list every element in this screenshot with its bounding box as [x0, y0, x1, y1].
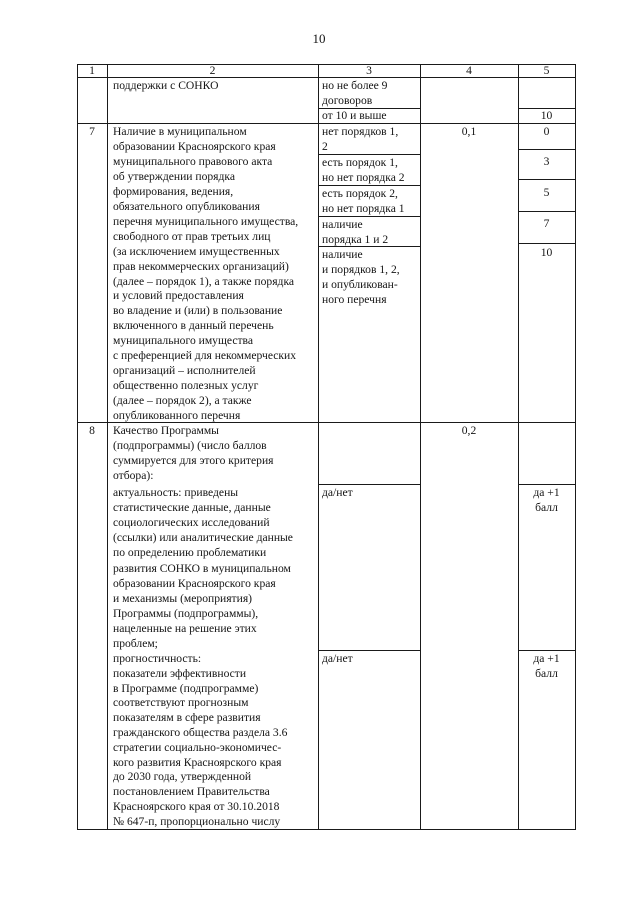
r8fc-line-7: стратегии социально-экономичес-	[113, 740, 282, 754]
actuality-score-line-1: да +1	[533, 486, 560, 499]
continuation-option-1-line-2: договоров	[322, 94, 373, 107]
r8act-line-8: и механизмы (мероприятия)	[113, 591, 253, 605]
r7text-line-16: с преференцией для некоммерческих	[113, 349, 297, 363]
r8act-line-1: актуальность: приведены	[113, 486, 239, 499]
r8act-line-10: нацеленные на решение этих	[113, 621, 257, 635]
r8intro-line-3: суммируется для этого критерия	[113, 454, 274, 468]
r7text-line-4: об утверждении порядка	[113, 169, 236, 183]
row-7-option-5-line-4: ного перечня	[322, 293, 387, 306]
row-7-score-line-2	[518, 179, 576, 180]
r7text-line-11: (далее – порядок 1), а также порядка	[113, 274, 295, 288]
r7text-line-20: опубликованного перечня	[113, 409, 241, 423]
row-7-score-line-3	[518, 211, 576, 212]
r8fc-line-2: показатели эффективности	[113, 666, 247, 680]
r8fc-line-10: постановлением Правительства	[113, 785, 270, 799]
row-7-option-5-line-2: и порядков 1, 2,	[322, 263, 400, 276]
actuality-score-line-2: балл	[535, 501, 558, 514]
forecast-answer: да/нет	[322, 652, 353, 665]
r7text-line-2: образовании Красноярского края	[113, 139, 276, 153]
continuation-option-1-line-1: но не более 9	[322, 79, 388, 92]
r8act-line-7: образовании Красноярского края	[113, 576, 276, 590]
r8act-line-2: статистические данные, данные	[113, 501, 271, 515]
row-7-option-5-line-3: и опубликован-	[322, 278, 398, 291]
header-col-4: 4	[466, 64, 472, 77]
row-7-option-5-line-1: наличие	[322, 248, 363, 261]
r7text-line-5: формирования, ведения,	[113, 184, 234, 198]
column-line-2	[318, 64, 319, 830]
header-col-5: 5	[543, 64, 550, 77]
r8fc-line-6: гражданского общества раздела 3.6	[113, 726, 288, 739]
r8fc-line-1: прогностичность:	[113, 652, 202, 665]
continuation-score-2: 10	[540, 109, 553, 122]
r8act-line-5: по определению проблематики	[113, 546, 267, 560]
row-7-weight: 0,1	[461, 125, 477, 138]
row-7-option-4-line-2: порядка 1 и 2	[322, 233, 389, 246]
table-border-bottom	[77, 829, 576, 830]
continuation-option-2: от 10 и выше	[322, 109, 387, 122]
row-7-score-4: 7	[543, 217, 550, 230]
r7text-line-9: (за исключением имущественных	[113, 244, 280, 258]
row-7-score-2: 3	[543, 155, 550, 168]
header-col-1: 1	[89, 64, 95, 77]
r7text-line-7: перечня муниципального имущества,	[113, 214, 299, 228]
r8act-line-9: Программы (подпрограммы),	[113, 606, 259, 620]
r7text-line-3: муниципального правового акта	[113, 154, 273, 168]
header-col-2: 2	[209, 64, 216, 77]
r7text-line-19: (далее – порядок 2), а также	[113, 394, 252, 408]
column-line-3	[420, 64, 421, 830]
row-7-option-1-line-2: 2	[322, 140, 328, 153]
criteria-table	[77, 64, 576, 830]
r8intro-line-2: (подпрограммы) (число баллов	[113, 439, 267, 453]
r7text-line-15: муниципального имущества	[113, 334, 254, 348]
row-7-number: 7	[89, 125, 95, 138]
r7text-line-13: во владение и (или) в пользование	[113, 304, 283, 318]
r7text-line-10: прав некоммерческих организаций)	[113, 259, 289, 273]
row-7-score-1: 0	[543, 125, 550, 138]
r8fc-line-12: № 647-п, пропорционально числу	[113, 814, 281, 828]
forecast-score-line-2: балл	[535, 667, 558, 680]
r8fc-line-4: соответствуют прогнозным	[113, 696, 249, 710]
r7text-line-8: свободного от прав третьих лиц	[113, 229, 271, 243]
row-7-option-2-line-1: есть порядок 1,	[322, 156, 398, 169]
forecast-score-line-1: да +1	[533, 652, 560, 665]
r8act-line-3: социологических исследований	[113, 516, 270, 530]
page-number: 10	[312, 31, 326, 46]
r7text-line-6: обязательного опубликования	[113, 199, 260, 213]
r8act-line-11: проблем;	[113, 637, 158, 650]
r7text-line-17: организаций – исполнителей	[113, 364, 256, 378]
continuation-text: поддержки с СОНКО	[113, 79, 219, 92]
r7text-line-12: и условий предоставления	[113, 289, 244, 303]
row-7-score-3: 5	[543, 186, 550, 199]
actuality-answer: да/нет	[322, 486, 353, 499]
r8fc-line-9: до 2030 года, утвержденной	[113, 770, 252, 784]
r7text-line-1: Наличие в муниципальном	[113, 125, 247, 138]
r8act-line-6: развития СОНКО в муниципальном	[113, 561, 291, 575]
row-7-option-4-line-1: наличие	[322, 218, 363, 231]
row-7-option-3-line-2: но нет порядка 1	[322, 202, 405, 215]
row-7-score-line-1	[518, 149, 576, 150]
row-7-option-1-line-1: нет порядков 1,	[322, 125, 399, 138]
table-border-left	[77, 64, 78, 830]
r8fc-line-3: в Программе (подпрограмме)	[113, 681, 259, 695]
r8fc-line-11: Красноярского края от 30.10.2018	[113, 800, 280, 813]
r8intro-line-1: Качество Программы	[113, 424, 219, 437]
r8intro-line-4: отбора):	[113, 469, 154, 483]
r7text-line-18: общественно полезных услуг	[113, 379, 259, 393]
header-col-3: 3	[366, 64, 372, 77]
r8act-line-4: (ссылки) или аналитические данные	[113, 531, 293, 545]
row-7-option-2-line-2: но нет порядка 2	[322, 171, 405, 184]
row-8-number: 8	[89, 424, 95, 437]
r8fc-line-5: показателям в сфере развития	[113, 711, 261, 725]
row-7-score-line-4	[518, 243, 576, 244]
column-line-1	[107, 64, 108, 830]
row-7-option-3-line-1: есть порядок 2,	[322, 187, 398, 200]
row-8-weight: 0,2	[461, 424, 477, 437]
r7text-line-14: включенного в данный перечень	[113, 319, 274, 333]
r8fc-line-8: кого развития Красноярского края	[113, 755, 282, 769]
row-7-score-5: 10	[540, 246, 553, 259]
